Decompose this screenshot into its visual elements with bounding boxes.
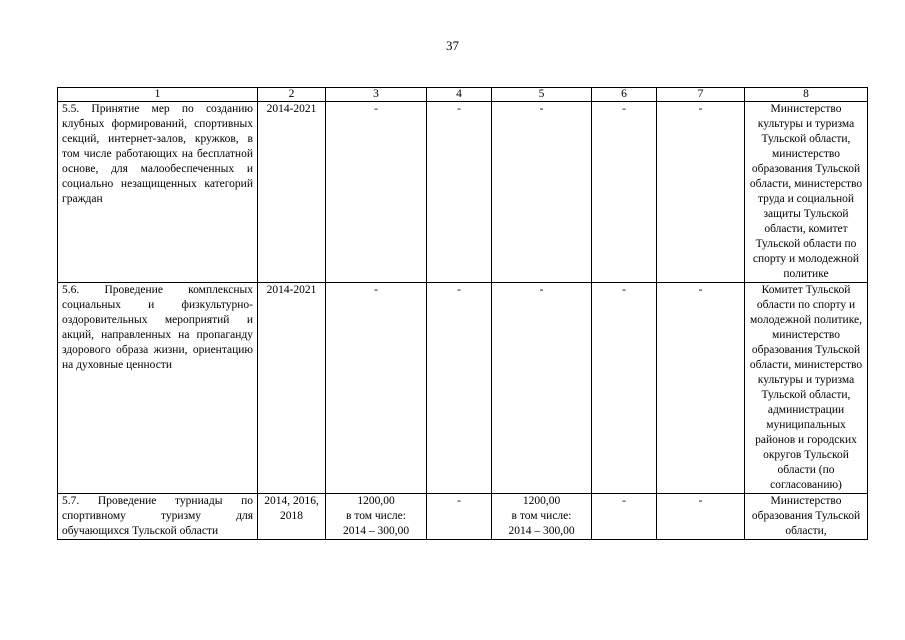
cell-col-7: -	[657, 102, 745, 283]
cell-col-5: -	[492, 283, 592, 494]
activity-name: 5.7. Проведение турниады по спортивному туризму для обучающихся Тульской области	[58, 494, 258, 540]
cell-col-5: -	[492, 102, 592, 283]
funding-including-label: в том числе:	[346, 510, 406, 522]
cell-col-6: -	[592, 494, 657, 540]
cell-col-4: -	[427, 102, 492, 283]
cell-col-5	[492, 494, 592, 540]
funding-breakdown: 2014 – 300,00	[342, 525, 410, 537]
activity-period: 2014, 2016, 2018	[258, 494, 326, 540]
activity-period: 2014-2021	[258, 102, 326, 283]
header-col-8: 8	[745, 88, 868, 102]
cell-col-6: -	[592, 283, 657, 494]
funding-breakdown: 2014 – 300,00	[508, 525, 575, 537]
funding-total: 1200,00	[357, 495, 395, 507]
cell-col-3	[326, 494, 427, 540]
table-row	[58, 283, 868, 494]
activity-period: 2014-2021	[258, 283, 326, 494]
header-col-1: 1	[58, 88, 258, 102]
cell-col-4: -	[427, 494, 492, 540]
cell-col-6: -	[592, 102, 657, 283]
activity-executors: Министерство культуры и туризма Тульской области, министерство образования Тульской области, министерство труда и социальной защиты Тульской области, комитет Тульской области по спорту и молодежной политике	[745, 102, 868, 283]
header-col-4: 4	[427, 88, 492, 102]
funding-total: 1200,00	[522, 495, 561, 507]
activity-name: 5.5. Принятие мер по созданию клубных формирований, спортивных секций, интернет-залов, кружков, в том числе работающих на бесплатной основе, для малообеспеченных и социально незащищенных категорий граждан	[58, 102, 258, 283]
funding-including-label: в том числе:	[511, 510, 572, 522]
cell-col-7: -	[657, 494, 745, 540]
header-col-7: 7	[657, 88, 745, 102]
header-col-2: 2	[258, 88, 326, 102]
cell-col-4: -	[427, 283, 492, 494]
header-col-3: 3	[326, 88, 427, 102]
page-number: 37	[446, 38, 459, 53]
table-row	[58, 494, 868, 540]
table-row	[58, 102, 868, 283]
header-row	[58, 88, 868, 102]
header-col-5: 5	[492, 88, 592, 102]
program-table	[57, 87, 868, 540]
cell-col-3: -	[326, 283, 427, 494]
cell-col-7: -	[657, 283, 745, 494]
cell-col-3: -	[326, 102, 427, 283]
activity-name: 5.6. Проведение комплексных социальных и физкультурно-оздоровительных мероприятий и акций, направленных на пропаганду здорового образа жизни, ориентацию на духовные ценности	[58, 283, 258, 494]
activity-executors: Министерство образования Тульской области,	[745, 494, 868, 540]
header-col-6: 6	[592, 88, 657, 102]
activity-executors: Комитет Тульской области по спорту и молодежной политике, министерство образования Тульской области, министерство культуры и туризма Тульской области, администрации муниципальных районов и городских округов Тульской области (по согласованию)	[745, 283, 868, 494]
